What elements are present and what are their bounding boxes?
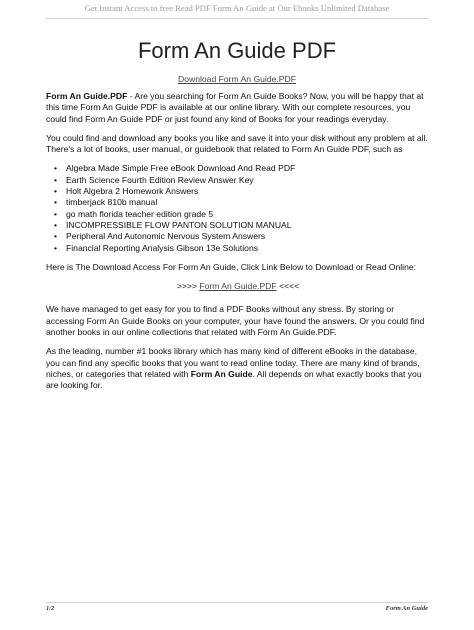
center-prefix: >>>>: [176, 281, 200, 292]
para5-start: As the leading, number #1 books library which has many kind of different eBooks in the database, you can find any specific books that you want to read online today. There are many kind of brands, niches, or categories that related with: [46, 346, 420, 379]
document-body: [46, 91, 430, 400]
list-item: • Financial Reporting Analysis Gibson 13e Solutions: [60, 243, 430, 254]
list-item: • Earth Science Fourth Edition Review Answer Key: [60, 175, 430, 186]
paragraph-related-books: You could find and download any books you like and save it into your disk without any problem at all. There's a lot of books, user manual, or guidebook that related to Form An Guide PDF, such as: [46, 132, 428, 155]
footer-doc-name: Form An Guide: [385, 605, 428, 612]
header-divider: [46, 18, 428, 19]
para5-bold: Form An Guide: [190, 368, 253, 379]
paragraph-managed: We have managed to get easy for you to find a PDF Books without any stress. By storing or accessing Form An Guide Books on your computer, your have found the answers. Or you could find another books in our online collections that related with Form An Guide.PDF.: [46, 304, 425, 338]
download-link-container: [0, 74, 474, 84]
page-title: Form An Guide PDF: [137, 38, 337, 63]
footer-divider: [46, 602, 428, 603]
intro-text: - Are you searching for Form An Guide Books? Now, you will be happy that at this time Form An Guide PDF is available at our online library. With our complete resources, you could find Form An Guide PDF or just found any kind of Books for your readings everyday.: [46, 91, 424, 124]
center-suffix: <<<<: [276, 281, 300, 292]
center-link-line: [46, 281, 430, 292]
intro-paragraph: [46, 91, 430, 125]
download-link[interactable]: Download Form An Guide.PDF: [178, 74, 296, 84]
list-item: • Holt Algebra 2 Homework Answers: [60, 186, 430, 197]
list-item: • Peripheral And Autonomic Nervous System Answers: [60, 231, 430, 242]
list-item: • INCOMPRESSIBLE FLOW PANTON SOLUTION MANUAL: [60, 220, 430, 231]
book-list: [46, 163, 430, 253]
list-item: • Algebra Made Simple Free eBook Download And Read PDF: [60, 163, 430, 174]
header-banner: Get Instant Access to free Read PDF Form An Guide at Our Ebooks Unlimited Database: [84, 3, 390, 13]
center-download-link[interactable]: Form An Guide.PDF: [199, 281, 277, 292]
page-number: 1/2: [46, 605, 55, 612]
list-item: • timberjack 810b manual: [60, 197, 430, 208]
paragraph-leading: [46, 346, 430, 391]
paragraph-download-access: Here is The Download Access For Form An Guide, Click Link Below to Download or Read Online:: [46, 261, 417, 272]
intro-bold: Form An Guide.PDF: [46, 91, 128, 101]
para5-end: . All depends on what exactly books that you are looking for.: [46, 368, 422, 391]
list-item: • go math florida teacher edition grade 5: [60, 209, 430, 220]
